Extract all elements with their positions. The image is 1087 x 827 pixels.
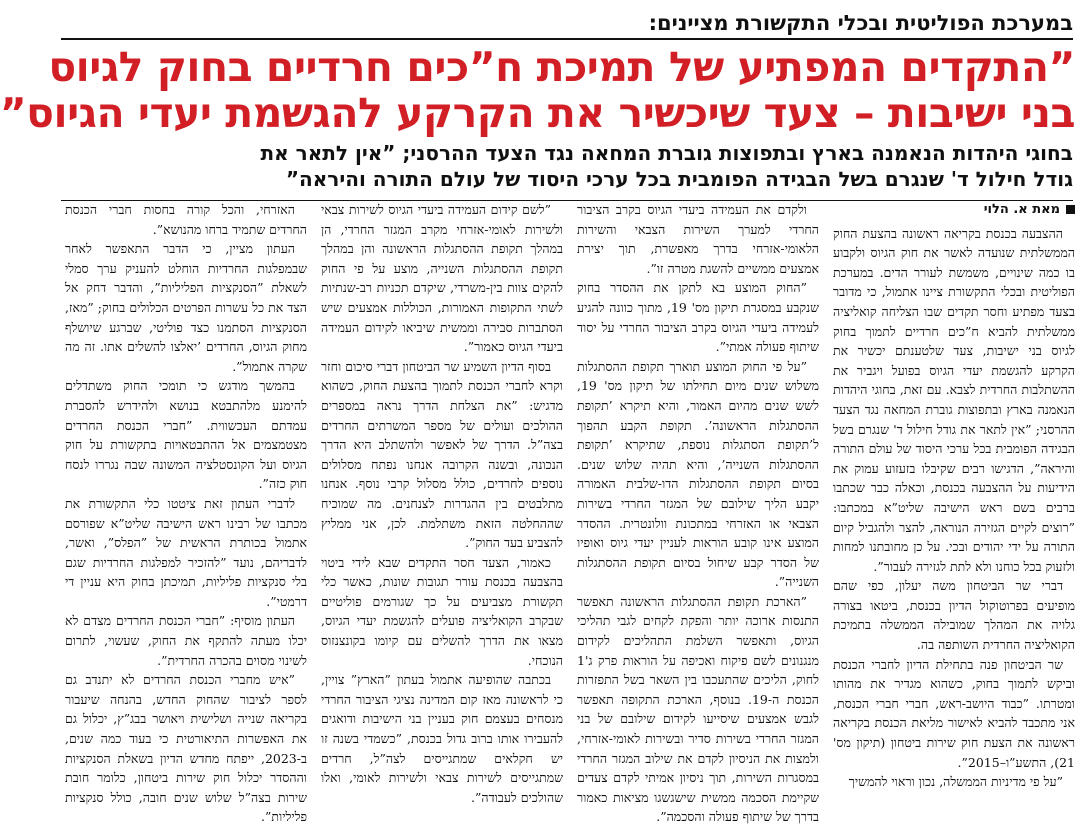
subheadline-line-2: גודל חילול ד' שנגרם בשל הבגידה הפומבית בכל ערכי היסוד של עולם התורה והיראה” <box>285 167 1073 191</box>
paragraph: ”החוק המוצע בא לתקן את ההסדר בחוק שנקבע במסגרת תיקון מס' 19, מתוך כוונה להגיע לעמידה ביעדי הגיוס בקרב הציבור החרדי על יסוד שיתוף פעולה אמתי”. <box>577 280 819 355</box>
paragraph: ”על פי החוק המוצע תוארך תקופת ההסתגלות משלוש שנים מיום תחילתו של תיקון מס' 19, לשש שנים מהיום האמור, והיא תיקרא ’תקופת ההסתגלות הראשונה’. תקופת הקבע תהפוך ל’תקופת הסתגלות נוספת, שתיקרא ’תקופת ההסתגלות השנייה’, והיא תהיה שלוש שנים. בסיום תקופת ההסתגלות הדו-שלבית האמורה יקבע הליך שילובם של המגזר החרדי בשירות הצבאי או האזרחי במתכונת וולונטרית. ההסדר המוצע אינו קובע הוראות לעניין יעדי גיוס ואופיו של הסדר קבע שיחול בסיום תקופת ההסתגלות השנייה”. <box>577 358 819 590</box>
subheadline-line-1: בחוגי היהדות הנאמנה בארץ ובתפוצות גוברת המחאה נגד הצעד ההרסני; ”אין לתאר את <box>260 141 1073 165</box>
headline-line-2: בני ישיבות – צעד שיכשיר את הקרקע להגשמת יעדי הגיוס” <box>0 89 1075 137</box>
paragraph: לדברי העתון זאת ציטטו כלי התקשורת את מכתבו של רבינו ראש הישיבה שליט”א שפורסם אתמול בכותרת הראשית של ”הפלס”, ואשר, לדבריהם, נועד ”להזכיר למפלגות החרדיות שגם בלי סנקציות פליליות, תמיכתן בחוק היא עניין די דרמטי”. <box>65 495 307 609</box>
paragraph: ולקדם את העמידה ביעדי הגיוס בקרב הציבור החרדי למערך השירות הצבאי והשירות הלאומי-אזרחי בדרך מאפשרת, תוך יצירת אמצעים ממשיים להשגת מטרה זו”. <box>577 202 819 276</box>
article-column-2 <box>577 200 819 825</box>
kicker-line: במערכת הפוליטית ובכלי התקשורת מציינים: <box>61 8 1073 40</box>
article-column-3 <box>321 200 563 805</box>
paragraph: בהמשך מודגש כי תומכי החוק משתדלים להימנע מלהתבטא בנושא ולהידרש להסברת עמדתם העכשווית. ”חברי הכנסת החרדים מצטמצמים אל ההתבטאויות בתקשורת על חוק הגיוס ועל הקונסטלציה המשונה שבה נגררו לנסח חוק כזה”. <box>65 378 307 492</box>
paragraph: ”לשם קידום העמידה ביעדי הגיוס לשירות צבאי ולשירות לאומי-אזרחי מקרב המגזר החרדי, הן במהלך תקופת ההסתגלות הראשונה והן במהלך תקופת ההסתגלות השנייה, מוצע על פי החוק להקים צוות בין-משרדי, שיקדם תכניות רב-שנתיות לשתי התקופות האמורות, הכוללות אמצעים שיש הסתברות סבירה וממשית שיביאו לקידום העמידה ביעדי הגיוס כאמור”. <box>321 202 563 355</box>
paragraph: בסוף הדיון השמיע שר הביטחון דברי סיכום וחזר וקרא לחברי הכנסת לתמוך בהצעת החוק, כשהוא מדגיש: ”את הצלחת הדרך נראה במספרים ההולכים ועולים של מספר המשרתים החרדים בצה”ל. הדרך של לאפשר ולהשתלב היא הדרך הנכונה, ובשנה הקרובה אנחנו נפתח מסלולים נוספים לחרדים, כולל מסלול קרבי נוסף. אנחנו מתלבטים בין ההגדרות לצנחנים. מה שמוכיח שההחלטה הזאת משתלמת. לכן, אני ממליץ להצביע בעד החוק”. <box>321 358 563 551</box>
paragraph: ”איש מחברי הכנסת החרדים לא יתנדב גם לספר לציבור שהחוק החדש, בהנחה שיעבור בקריאה שנייה ושלישית ויאושר בבג”ץ, יכלול גם את האפשרות התיאורטית כי בעוד כמה שנים, ב-2023, ייפתח מחדש הדיון בשאלת הסנקציות וההסדר יכלול חוק שירות ביטחון, כלומר חובת שירות בצה”ל שלוש שנים חובה, כולל סנקציות פליליות”. <box>65 672 307 825</box>
subheadline <box>61 140 1073 201</box>
paragraph: האזרחי, והכל קורה בחסות חברי הכנסת החרדים שתמיד ברחו מהנושא”. <box>65 202 307 237</box>
paragraph: כאמור, הצעד חסר התקדים שבא לידי ביטוי בהצבעה בכנסת עורר תגובות שונות, כאשר כלי תקשורת מצביעים על כך שגורמים פוליטיים שבקרב הקואליציה פועלים להגשמת יעדי הגיוס, מצאו את הדרך להשלים עם קיומו בקונצנזוס הנוכחי. <box>321 554 563 668</box>
paragraph: ”על פי מדיניות הממשלה, נכון וראוי להמשיך <box>848 774 1063 790</box>
byline-text: מאת א. הלוי <box>983 202 1060 217</box>
byline-square-icon <box>1066 205 1075 214</box>
headline <box>0 43 1075 137</box>
paragraph: שר הביטחון פנה בתחילת הדיון לחברי הכנסת וביקש לתמוך בחוק, כשהוא מגדיר את מהותו ומטרתו. ”כבוד היושב-ראש, חברי חברי הכנסת, אני מתכבד להביא לאישור מליאת הכנסת בקריאה ראשונה את הצעת חוק שירות ביטחון (תיקון מס' 21), התשע”ו–2015”. <box>833 656 1075 770</box>
paragraph: דברי שר הביטחון משה יעלון, כפי שהם מופיעים בפרוטוקול הדיון בכנסת, ביטאו בצורה גלויה את המהלך שמובילה הממשלה בתמיכת הקואליציה החרדית השותפה בה. <box>833 578 1075 653</box>
paragraph: ההצבעה בכנסת בקריאה ראשונה בהצעת החוק הממשלתית שנועדה לאשר את חוק הגיוס ולקבוע בו כמה שינויים, משמשת לעורר הדים. במערכת הפוליטית ובכלי התקשורת ציינו אתמול, כי מדובר בצעד מפתיע וחסר תקדים שבו הצליחה קואליציה ממשלתית להביא ח”כים חרדיים לתמוך בחוק לגיוס בני ישיבות, צעד שלטענתם יכשיר את הקרקע להגשמת יעדי הגיוס בפועל ויגביר את ההשתלבות החרדית לצבא. עם זאת, בחוגי היהדות הנאמנה בארץ ובתפוצות גוברת המחאה נגד הצעד ההרסני; ”אין לתאר את גודל חילול ד' שנגרם בשל הבגידה הפומבית בכל ערכי היסוד של עולם התורה והיראה”, הדגישו רבים שקיבלו בזעזוע עמוק את הידיעות על ההצבעה בכנסת, וכאלה כבר שכתבו ברבים בשם ראש הישיבה שליט”א במכתבו: ”רוצים לקיים הגזירה הנוראה, להצר ולהגביל קיום התורה על ידי יהודים ובכי. על כן מחובתנו למחות ולזעוק בכל כוחנו ולא לתת לגזירה לעבור”. <box>833 225 1075 574</box>
headline-line-1: ”התקדים המפתיע של תמיכת ח”כים חרדיים בחוק לגיוס <box>48 43 1075 91</box>
paragraph: העתון מוסיף: ”חברי הכנסת החרדים מצדם לא יכלו מעתה להתקף את החוק, שעשוי, לתרום לשינוי מסוים בהכרה החרדית”. <box>65 613 307 668</box>
article-columns <box>59 200 1075 825</box>
article-column-4 <box>65 200 307 825</box>
paragraph: בכתבה שהופיעה אתמול בעתון ”הארץ” צויין, כי לראשונה מאז קום המדינה נציגי הציבור החרדי מנסחים בעצמם חוק בעניין בני הישיבות ודואגים להעבירו אותו ברוב גדול בכנסת, ”כשמדי בשנה זו יש חקלאים שמתגייסים לצה”ל, חרדים שמתגייסים לשירות צבאי ולשירות לאומי, ואלו שהולכים לעבודה”. <box>321 672 563 805</box>
byline <box>833 200 1075 220</box>
article-column-1 <box>833 200 1075 790</box>
paragraph: ”הארכת תקופת ההסתגלות הראשונה תאפשר התנסות ארוכה יותר והפקת לקחים לגבי תהליכי הגיוס, ותאפשר השלמת התהליכים לקידום מנגנונים לשם פיקוח ואכיפה על הוראות פרק ג'1 לחוק, הליכים שהתעכבו בין השאר בשל התפזרות הכנסת ה-19. בנוסף, הארכת התקופה תאפשר לגבש אמצעים שיסייעו לקידום שילובם של בני המגזר החרדי בשירות סדיר ובשירות לאומי-אזרחי, ולמצות את הניסיון לקדם את שילוב המגזר החרדי במסגרות השירות, תוך ניסיון אמיתי לקדם צעדים שקיימת הסכמה ממשית שישגשגו מציאות כאמור בדרך של שיתוף פעולה והסכמה”. <box>577 593 819 825</box>
paragraph: העתון מציין, כי הדבר התאפשר לאחר שבמפלגות החרדיות הוחלט להעניק ערך סמלי לשאלת ”הסנקציות הפליליות”, והדבר דחק אל הצד את כל עשרות הפרטים הכלולים בחוק; ”מאז, הסנקציות הסתמנו כצד פוליטי, שברגע שיושלף מחוק הגיוס, החרדים ’יאלצו להשלים אתו. זה מה שקרה אתמול”. <box>65 241 307 374</box>
